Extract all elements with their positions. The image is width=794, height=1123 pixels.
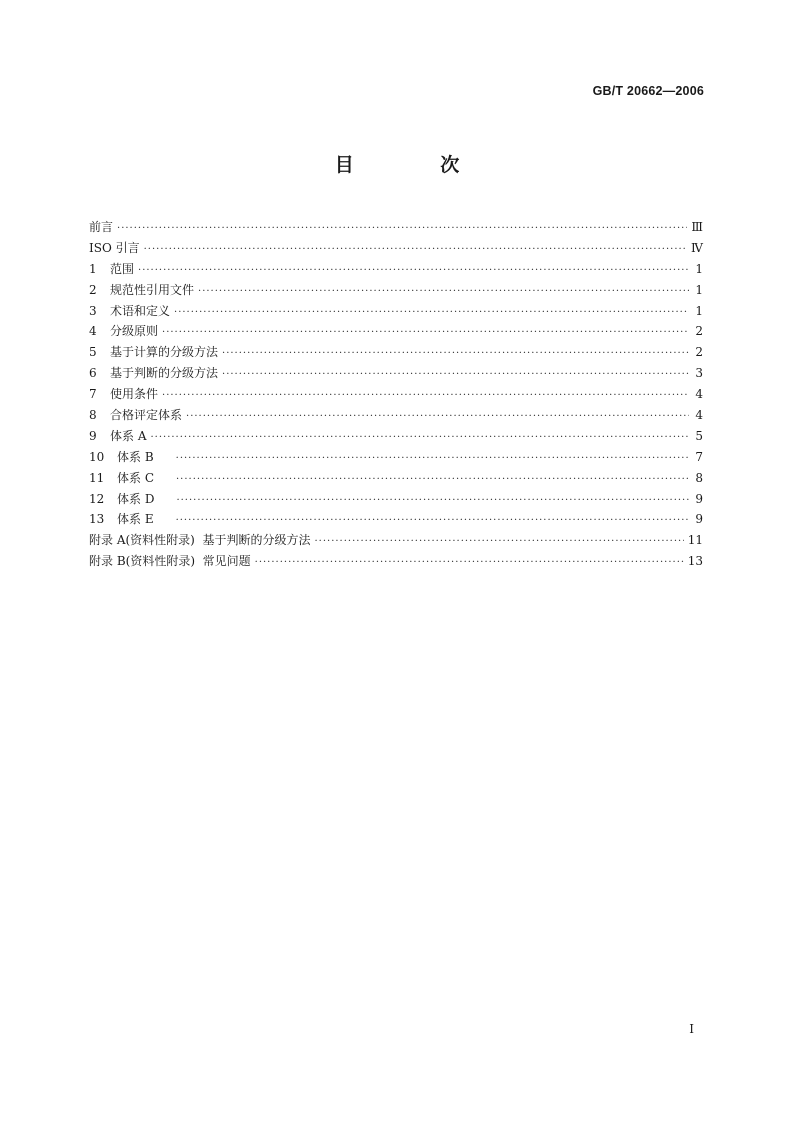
toc-number: 2 <box>89 282 97 297</box>
toc-label: 体系 B <box>117 449 154 464</box>
toc-entry-iso-introduction[interactable] <box>89 238 703 259</box>
toc-entry-11[interactable] <box>89 468 703 489</box>
toc-entry-13[interactable] <box>89 509 703 530</box>
toc-entry-3[interactable] <box>89 301 703 322</box>
toc-label: 范围 <box>110 261 135 276</box>
toc-page: 4 <box>695 387 703 402</box>
toc-page: 2 <box>695 324 703 339</box>
toc-entry-annex-b[interactable] <box>89 551 703 572</box>
toc-entry-7[interactable] <box>89 384 703 405</box>
toc-label: 前言 <box>89 220 114 234</box>
toc-page: 4 <box>695 408 703 423</box>
toc-label: 体系 E <box>117 512 154 527</box>
toc-leader-dots <box>117 219 687 240</box>
page-title: 目 次 <box>334 154 500 176</box>
toc-page: Ⅳ <box>691 240 703 255</box>
toc-leader-dots <box>198 282 689 303</box>
toc-label: 体系 D <box>117 491 155 506</box>
toc-page: 1 <box>695 282 703 297</box>
toc-number: 12 <box>89 491 105 506</box>
toc-leader-dots <box>186 407 689 428</box>
toc-number: 9 <box>89 428 97 443</box>
toc-leader-dots <box>222 344 689 365</box>
page-number: I <box>689 1022 694 1036</box>
toc-entry-9[interactable] <box>89 426 703 447</box>
toc-leader-dots <box>144 240 687 261</box>
table-of-contents <box>89 217 703 572</box>
toc-number: 7 <box>89 387 97 402</box>
toc-page: Ⅲ <box>691 220 703 234</box>
toc-page: 8 <box>695 470 703 485</box>
toc-label: 分级原则 <box>110 324 159 339</box>
toc-number: 1 <box>89 261 97 276</box>
toc-page: 9 <box>695 491 703 506</box>
toc-number: 13 <box>89 512 105 527</box>
toc-number: 3 <box>89 303 97 318</box>
toc-label: 附录 A(资料性附录) 基于判断的分级方法 <box>89 533 311 548</box>
toc-page: 5 <box>695 428 703 443</box>
toc-leader-dots <box>162 386 689 407</box>
standard-code: GB/T 20662—2006 <box>592 84 704 98</box>
toc-leader-dots <box>314 532 683 553</box>
toc-number: 5 <box>89 345 97 360</box>
toc-page: 2 <box>695 345 703 360</box>
toc-leader-dots <box>138 261 689 282</box>
toc-leader-dots <box>255 553 684 574</box>
toc-leader-dots <box>176 470 689 491</box>
toc-page: 1 <box>695 303 703 318</box>
toc-label: 基于计算的分级方法 <box>110 345 219 360</box>
toc-label: 术语和定义 <box>110 303 171 318</box>
toc-page: 1 <box>695 261 703 276</box>
toc-label: 附录 B(资料性附录) 常见问题 <box>89 554 251 569</box>
toc-number: 11 <box>89 470 105 485</box>
toc-page: 9 <box>695 512 703 527</box>
toc-label: 规范性引用文件 <box>110 282 195 297</box>
toc-entry-5[interactable] <box>89 342 703 363</box>
toc-page: 11 <box>687 533 703 548</box>
toc-label: ISO 引言 <box>89 240 140 255</box>
toc-leader-dots <box>176 511 689 532</box>
toc-label: 基于判断的分级方法 <box>110 366 219 381</box>
toc-label: 合格评定体系 <box>110 408 183 423</box>
toc-number: 4 <box>89 324 97 339</box>
toc-page: 3 <box>695 366 703 381</box>
toc-entry-12[interactable] <box>89 489 703 510</box>
toc-leader-dots <box>162 323 689 344</box>
toc-page: 7 <box>695 449 703 464</box>
toc-label: 体系 A <box>110 428 147 443</box>
toc-entry-1[interactable] <box>89 259 703 280</box>
toc-entry-2[interactable] <box>89 280 703 301</box>
toc-number: 6 <box>89 366 97 381</box>
toc-entry-10[interactable] <box>89 447 703 468</box>
toc-leader-dots <box>176 449 689 470</box>
toc-entry-8[interactable] <box>89 405 703 426</box>
toc-entry-preface[interactable] <box>89 217 703 238</box>
toc-page: 13 <box>687 554 703 569</box>
toc-entry-annex-a[interactable] <box>89 530 703 551</box>
toc-entry-4[interactable] <box>89 321 703 342</box>
toc-leader-dots <box>222 365 689 386</box>
toc-number: 10 <box>89 449 105 464</box>
toc-entry-6[interactable] <box>89 363 703 384</box>
toc-leader-dots <box>176 491 689 512</box>
toc-number: 8 <box>89 408 97 423</box>
toc-leader-dots <box>150 428 689 449</box>
toc-leader-dots <box>174 303 689 324</box>
toc-label: 体系 C <box>117 470 154 485</box>
toc-label: 使用条件 <box>110 387 159 402</box>
